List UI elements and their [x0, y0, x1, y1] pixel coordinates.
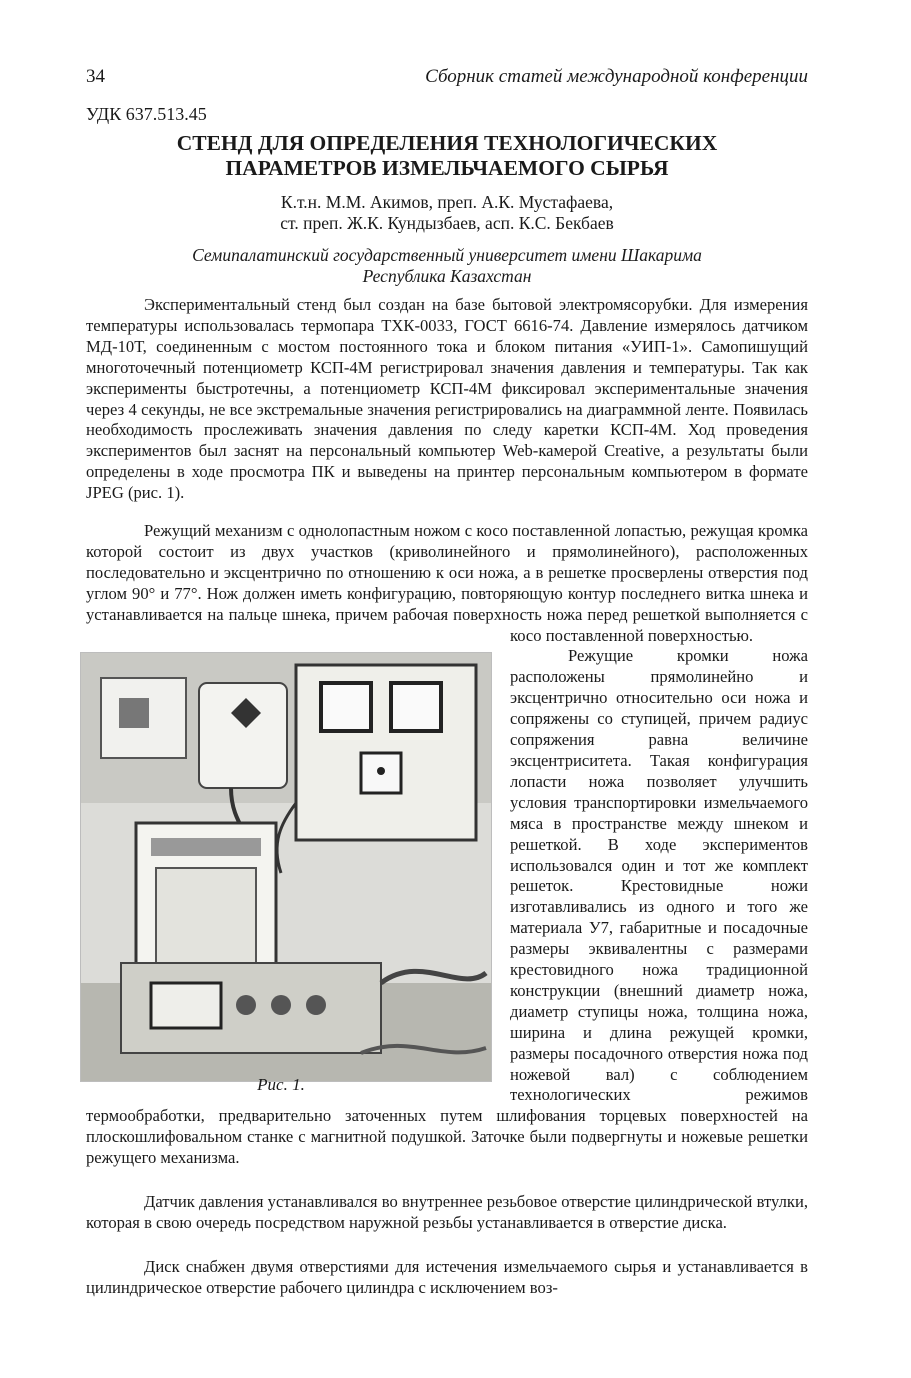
paragraph-3: Датчик давления устанавливался во внутреннее резьбовое отверстие цилиндрической втулки, которая в свою очередь посредством наружной резьбы устанавливается в отверстие диска. — [86, 1192, 808, 1232]
page-number: 34 — [86, 66, 105, 87]
authors-line-1: К.т.н. М.М. Акимов, преп. А.К. Мустафаева, — [280, 192, 614, 212]
affiliation — [86, 245, 808, 287]
affiliation-line-2: Республика Казахстан — [362, 266, 532, 286]
figure-block — [86, 630, 498, 1094]
authors-line-2: ст. преп. Ж.К. Кундызбаев, асп. К.С. Бекбаев — [280, 213, 614, 233]
article-title — [86, 131, 808, 181]
test-bench-photo — [81, 653, 491, 1081]
affiliation-line-1: Семипалатинский государственный университет имени Шакарима — [192, 245, 702, 265]
paragraph-2 — [86, 521, 808, 1169]
running-title: Сборник статей международной конференции — [425, 66, 808, 87]
title-line-2: ПАРАМЕТРОВ ИЗМЕЛЬЧАЕМОГО СЫРЬЯ — [225, 156, 669, 180]
paragraph-4: Диск снабжен двумя отверстиями для истечения измельчаемого сырья и устанавливается в цилиндрическое отверстие рабочего цилиндра с исключением воз- — [86, 1257, 808, 1297]
authors — [86, 192, 808, 234]
figure-caption: Рис. 1. — [257, 1074, 305, 1094]
paragraph-1: Экспериментальный стенд был создан на базе бытовой электромясорубки. Для измерения температуры использовалась термопара ТХК-0033, ГОСТ 6616-74. Давление измерялось датчиком МД-10Т, соединенным с мостом постоянного тока и блоком питания «УИП-1». Самопишущий многоточечный потенциометр КСП-4М регистрировал значения давления и температуры. Так как эксперименты быстротечны, а потенциометр КСП-4М фиксировал экспериментальные значения через 4 секунды, не все экстремальные значения регистрировались на диаграммной ленте. Появилась необходимость прослеживать значения давления по следу каретки КСП-4М. Ход проведения экспериментов был заснят на персональный компьютер Web-камерой Creative, а результаты были определены в ходе просмотра ПК и выведены на принтер персональным компьютером в формате JPEG (рис. 1). — [86, 295, 808, 503]
title-line-1: СТЕНД ДЛЯ ОПРЕДЕЛЕНИЯ ТЕХНОЛОГИЧЕСКИХ — [176, 131, 718, 155]
figure-photo — [80, 652, 492, 1082]
paragraph-2-lead: Режущий механизм с однолопастным ножом с косо поставленной лопастью, режущая кромка которой состоит из двух участков (криволинейного и прямолинейного), расположенных последовательно и эксцентрично по отношению к оси ножа, а в решетке просверлены отверстия под углом 90° и 77°. Нож должен иметь конфигурацию, повторяющую контур последнего витка шнека и устанавливается на пальце шнека, причем рабочая поверхность ножа перед решеткой выполняется с косо поставленной поверхностью. — [86, 521, 808, 645]
paragraph-2-continued: Режущие кромки ножа расположены прямолинейно и эксцентрично относительно оси ножа и сопряжены со ступицей, причем радиус сопряжения равна величине эксцентриситета. Такая конфигурация лопасти ножа позволяет улучшить условия транспортировки измельчаемого мяса в пространстве между шнеком и решеткой. В ходе экспериментов использовался один и тот же комплект решеток. Крестовидные ножи изготавливались из одного и того же материала У7, габаритные и посадочные размеры эквивалентны с размерами крестовидного ножа традиционной конструкции (внешний диаметр ножа, диаметр ступицы ножа, толщина ножа, ширина и длина режущей кромки, размеры посадочного отверстия ножа под ножевой вал) с соблюдением технологических режимов термообработки, предварительно заточенных путем шлифования торцевых поверхностей на плоскошлифовальном станке с магнитной подушкой. Заточке были подвергнуты и ножевые решетки режущего механизма. — [86, 646, 808, 1168]
udc-code: УДК 637.513.45 — [86, 104, 207, 124]
